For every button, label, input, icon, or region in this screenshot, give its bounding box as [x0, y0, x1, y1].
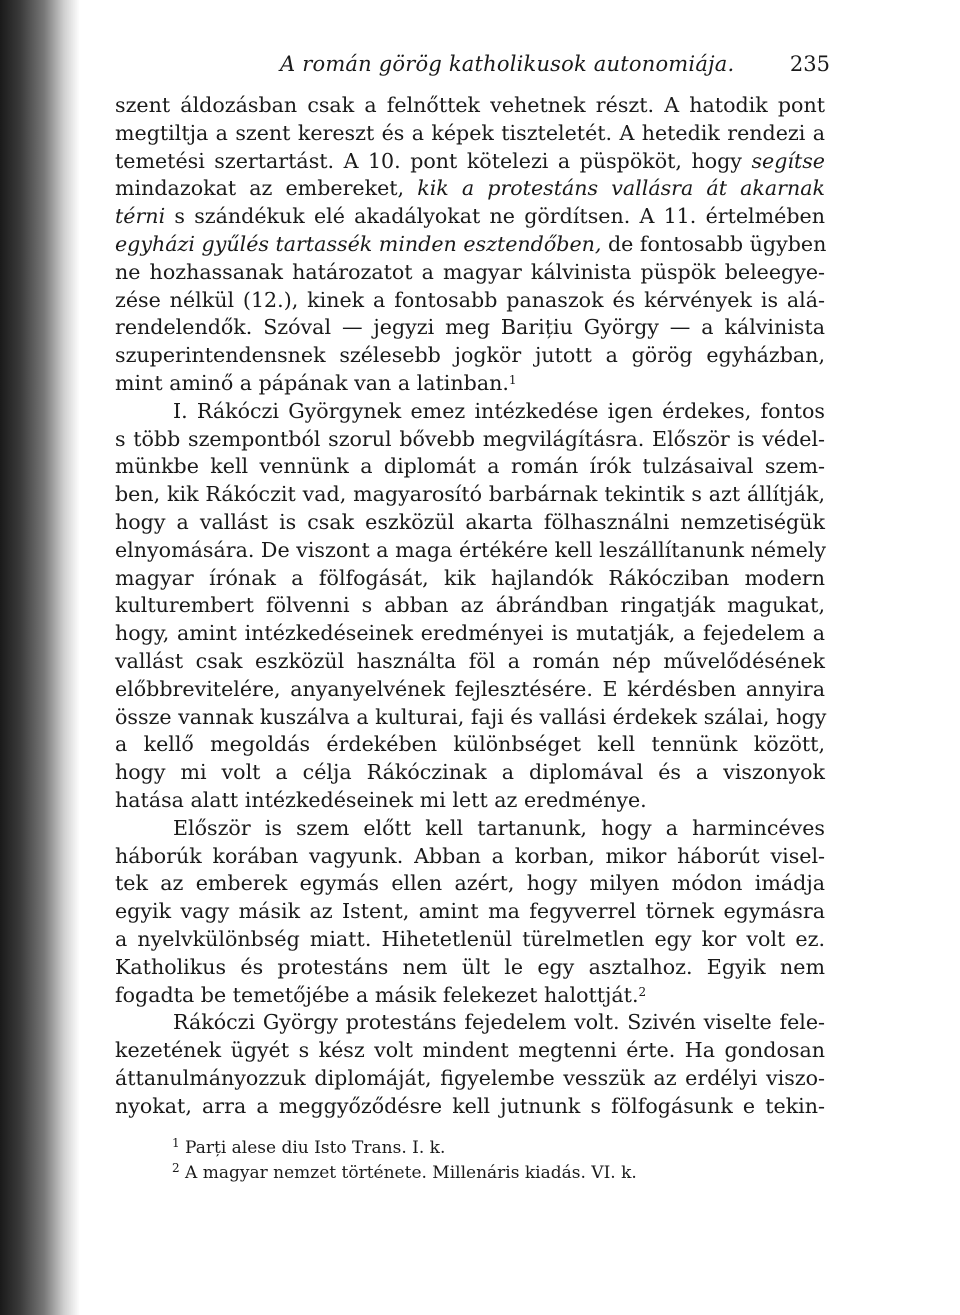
text-run: szuperintendensnek szélesebb jogkör jutott a görög egyházban,: [115, 343, 825, 368]
running-title: A román görög katholikusok autonomiája.: [280, 52, 735, 76]
binding-shadow: [0, 0, 80, 1315]
text-run: tek az emberek egymás ellen azért, hogy milyen módon imádja: [115, 871, 825, 896]
text-line: [115, 815, 825, 843]
footnotes: [172, 1136, 792, 1186]
text-run: münkbe kell vennünk a diplomát a román írók tulzásaival szem-: [115, 454, 825, 479]
text-line: [115, 175, 825, 203]
footnote-text: A magyar nemzet története. Millenáris kiadás. VI. k.: [185, 1163, 637, 1183]
text-line: [115, 453, 825, 481]
text-line: [115, 1065, 825, 1093]
text-line: [115, 926, 825, 954]
text-run: s szándékuk elé akadályokat ne gördítsen. A 11. értelmében: [165, 204, 825, 229]
text-line: [115, 1093, 825, 1121]
italic-text: térni: [115, 204, 166, 229]
text-run: fogadta be temetőjébe a másik felekezet halottját.: [115, 982, 639, 1007]
text-run: elnyomására. De viszont a maga értékére kell leszállítanunk némely: [115, 537, 827, 562]
text-line: [115, 1037, 825, 1065]
text-run: Katholikus és protestáns nem ült le egy asztalhoz. Egyik nem: [115, 954, 825, 979]
footnote: [172, 1136, 792, 1161]
text-line: [115, 1009, 825, 1037]
text-line: [115, 314, 825, 342]
text-run: hogy a vallást is csak eszközül akarta fölhasználni nemzetiségük: [115, 509, 825, 534]
text-line: [115, 648, 825, 676]
text-run: hogy, amint intézkedéseinek eredményei is mutatják, a fejedelem a: [115, 621, 825, 646]
footnote: [172, 1161, 792, 1186]
page-number: 235: [789, 52, 830, 76]
text-run: Rákóczi György protestáns fejedelem volt. Szivén viselte fele-: [173, 1010, 825, 1035]
text-run: temetési szertartást. A 10. pont kötelezi a püspököt, hogy: [115, 148, 752, 173]
text-line: [115, 342, 825, 370]
text-run: a nyelvkülönbség miatt. Hihetetlenül türelmetlen egy kor volt ez.: [115, 926, 825, 951]
text-run: háborúk korában vagyunk. Abban a korban, mikor háborút visel-: [115, 843, 825, 868]
text-run: de fontosabb ügyben: [601, 231, 827, 256]
text-line: [115, 565, 825, 593]
text-run: nyokat, arra a meggyőződésre kell jutnunk s fölfogásunk e tekin-: [115, 1093, 825, 1118]
text-run: megtiltja a szent kereszt és a képek tiszteletét. A hetedik rendezi a: [115, 120, 825, 145]
text-line: [115, 509, 825, 537]
text-line: [115, 370, 825, 398]
page-header: [110, 52, 830, 82]
footnote-ref: 2: [638, 984, 647, 999]
text-run: szent áldozásban csak a felnőttek vehetnek részt. A hatodik pont: [115, 93, 825, 117]
text-run: mindazokat az embereket,: [115, 176, 418, 201]
footnote-text: Parți alese diu Isto Trans. I. k.: [185, 1138, 446, 1158]
text-run: egyik vagy másik az Istent, amint ma fegyverrel törnek egymásra: [115, 899, 825, 924]
footnote-ref: 1: [508, 372, 517, 387]
text-line: [115, 676, 825, 704]
text-run: rendelendők. Szóval — jegyzi meg Barițiu György — a kálvinista: [115, 315, 825, 340]
text-line: [115, 92, 825, 120]
text-run: hogy mi volt a célja Rákóczinak a diplomával és a viszonyok: [115, 760, 825, 785]
text-line: [115, 731, 825, 759]
italic-text: segítse: [751, 148, 825, 173]
text-run: áttanulmányozzuk diplomáját, figyelembe vesszük az erdélyi viszo-: [115, 1065, 825, 1090]
text-line: [115, 537, 825, 565]
text-run: ne hozhassanak határozatot a magyar kálvinista püspök beleegye-: [115, 259, 825, 284]
text-line: [115, 398, 825, 426]
text-line: [115, 120, 825, 148]
footnote-mark: 1: [172, 1136, 180, 1150]
text-line: [115, 259, 825, 287]
text-line: [115, 982, 825, 1010]
text-line: [115, 787, 825, 815]
text-line: [115, 203, 825, 231]
text-run: vallást csak eszközül használta föl a román nép művelődésének: [115, 648, 825, 673]
text-run: I. Rákóczi Györgynek emez intézkedése igen érdekes, fontos: [173, 398, 825, 423]
text-line: [115, 620, 825, 648]
text-run: zése nélkül (12.), kinek a fontosabb panaszok és kérvények is alá-: [115, 287, 825, 312]
text-line: [115, 231, 825, 259]
text-line: [115, 148, 825, 176]
text-run: Először is szem előtt kell tartanunk, hogy a harmincéves: [173, 815, 825, 840]
text-run: össze vannak kuszálva a kulturai, faji és vallási érdekek szálai, hogy: [115, 704, 827, 729]
text-run: a kellő megoldás érdekében különbséget kell tennünk között,: [115, 732, 825, 757]
text-run: kulturembert fölvenni s abban az ábrándban ringatják magukat,: [115, 593, 825, 618]
text-line: [115, 481, 825, 509]
text-run: ben, kik Rákóczit vad, magyarosító barbárnak tekintik s azt állítják,: [115, 482, 825, 507]
text-run: kezetének ügyét s kész volt mindent megtenni érte. Ha gondosan: [115, 1038, 825, 1063]
text-line: [115, 870, 825, 898]
footnote-mark: 2: [172, 1161, 180, 1175]
italic-text: kik a protestáns vallásra át akarnak: [417, 176, 825, 201]
text-run: előbbrevitelére, anyanyelvének fejlesztésére. E kérdésben annyira: [115, 676, 825, 701]
text-line: [115, 954, 825, 982]
italic-text: egyházi gyűlés tartassék minden esztendőben,: [115, 231, 602, 256]
text-run: s több szempontból szorul bővebb megvilágításra. Először is védel-: [115, 426, 825, 451]
text-line: [115, 704, 825, 732]
text-run: mint aminő a pápának van a latinban.: [115, 370, 509, 395]
text-line: [115, 843, 825, 871]
text-line: [115, 898, 825, 926]
text-line: [115, 592, 825, 620]
text-run: hatása alatt intézkedéseinek mi lett az eredménye.: [115, 787, 647, 812]
text-run: magyar írónak a fölfogását, kik hajlandók Rákócziban modern: [115, 565, 825, 590]
text-line: [115, 426, 825, 454]
text-line: [115, 759, 825, 787]
text-line: [115, 287, 825, 315]
body-text: [115, 92, 825, 1120]
